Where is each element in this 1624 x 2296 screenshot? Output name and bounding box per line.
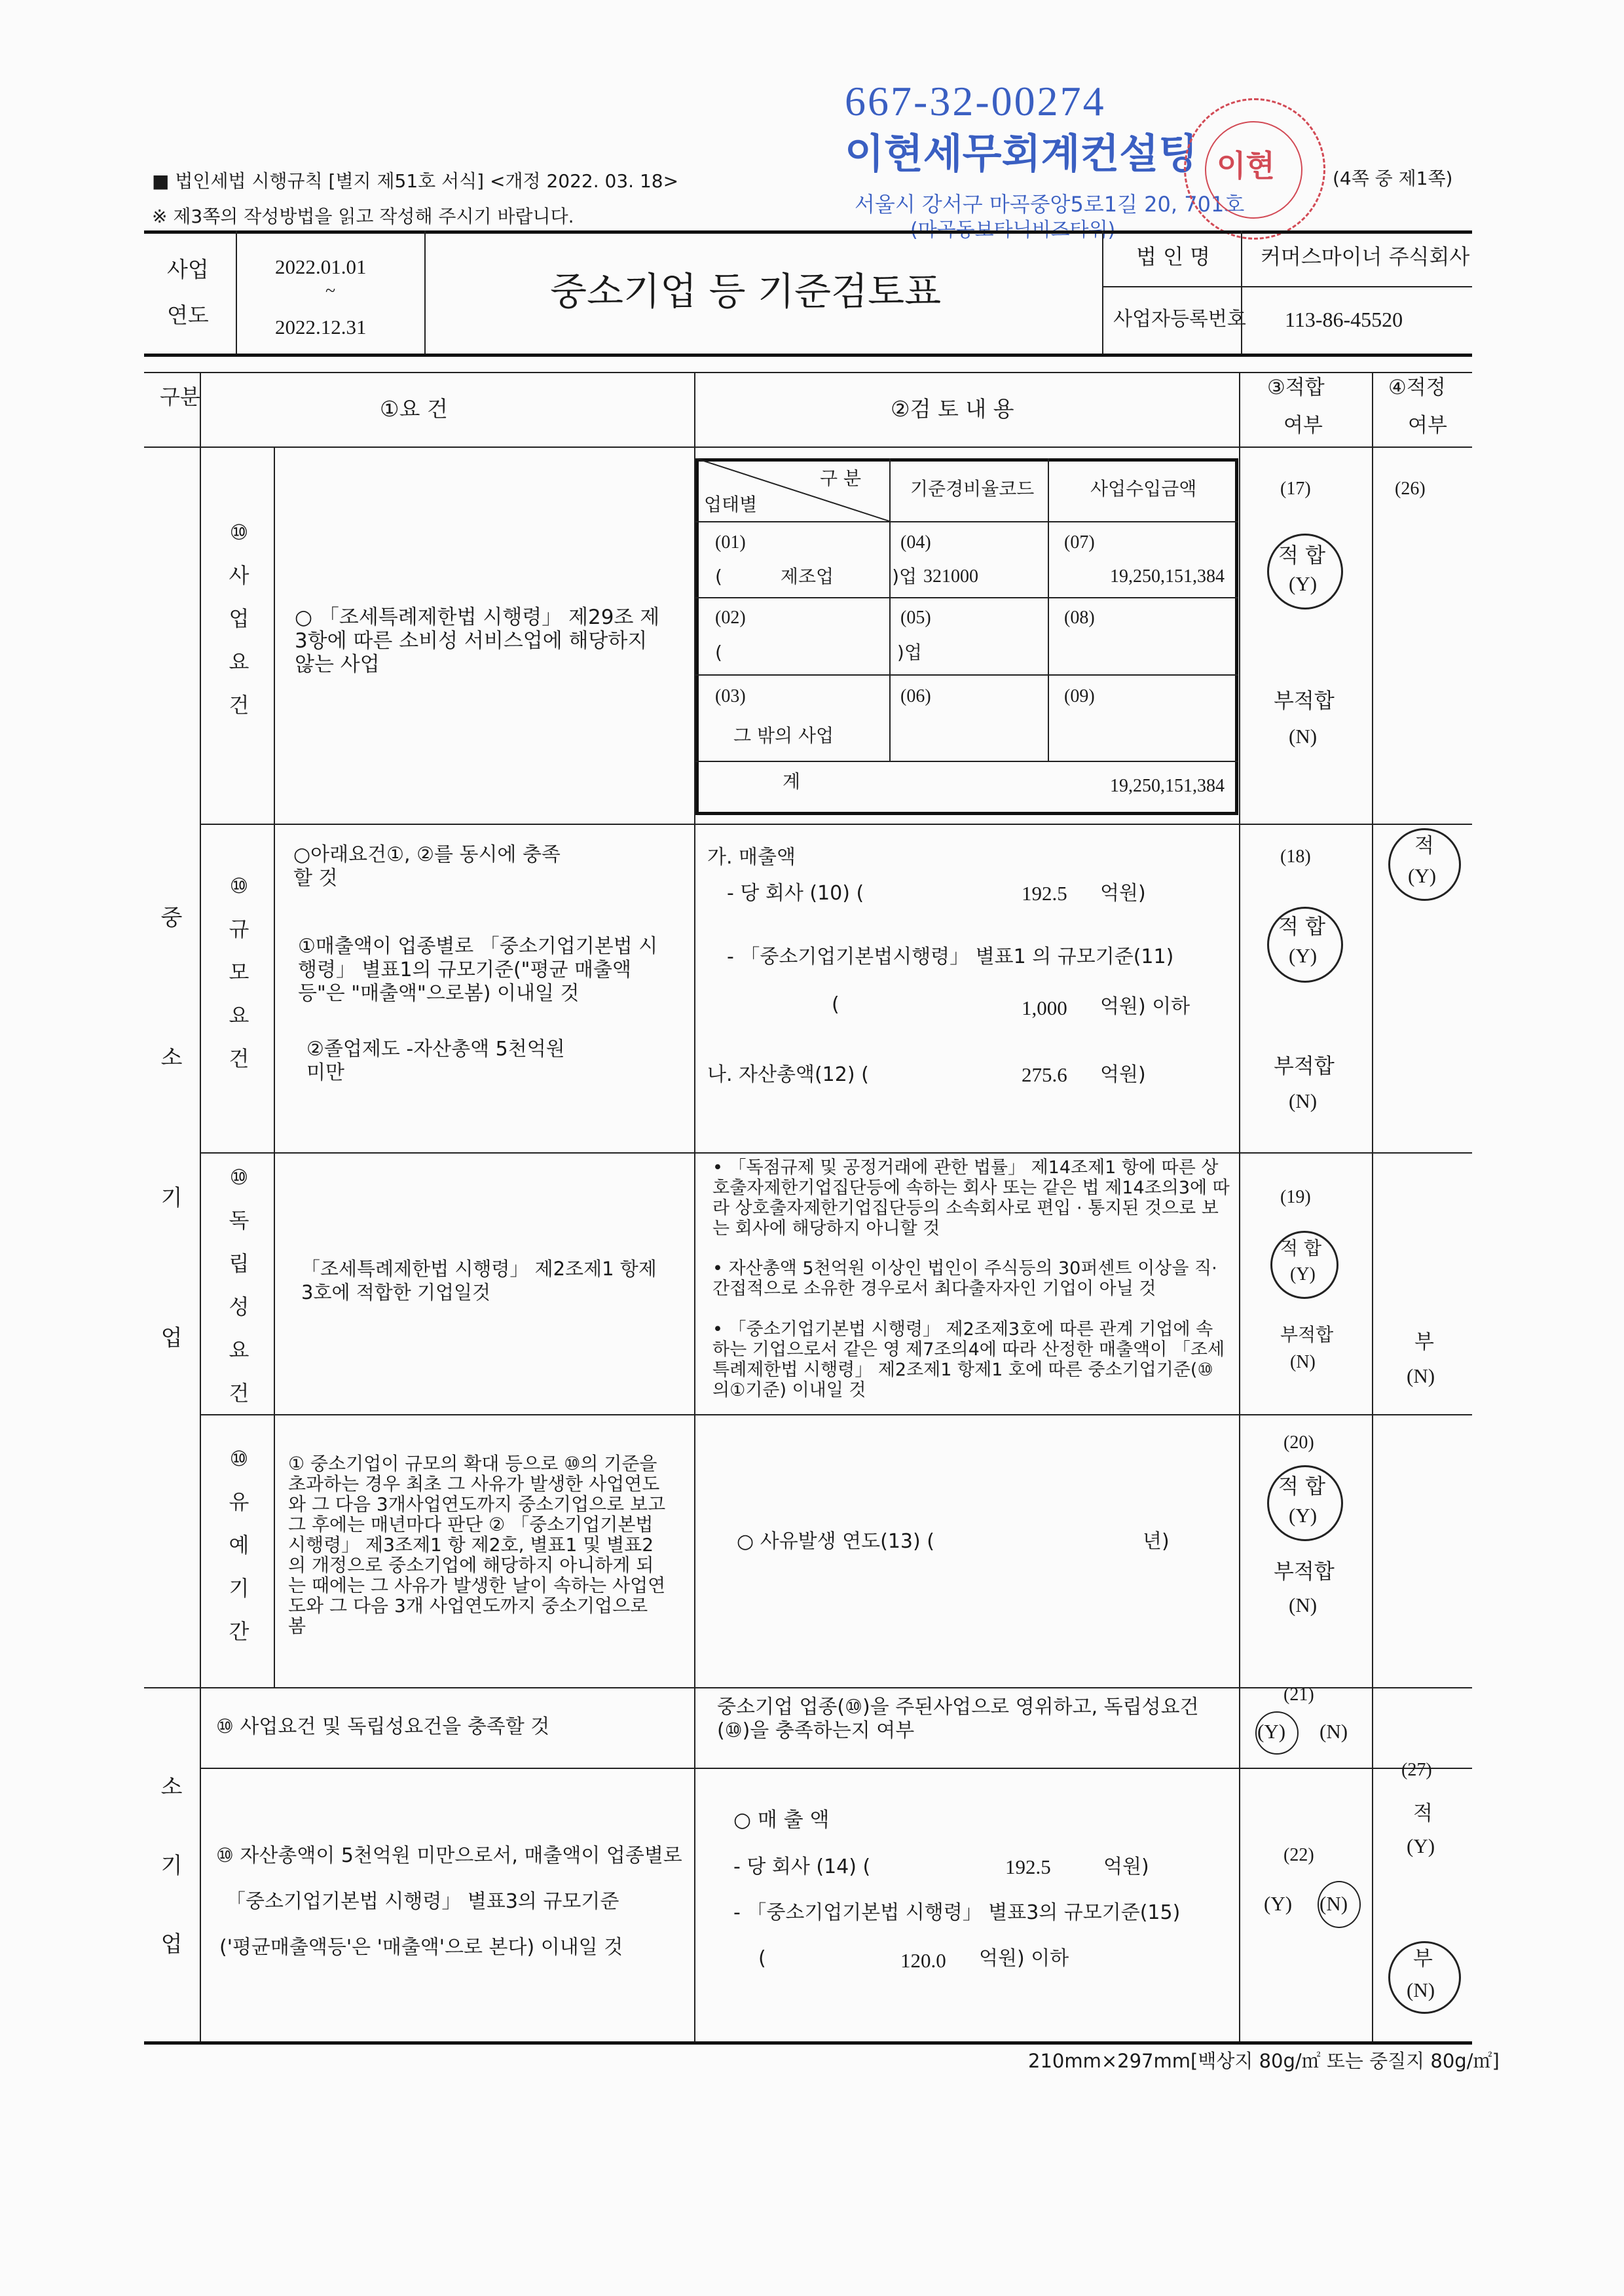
row102-fit-yes: 적 합 xyxy=(1278,914,1325,939)
row105-review: 중소기업 업종(⑩)을 주된사업으로 영위하고, 독립성요건(⑩)을 충족하는지 여부 xyxy=(717,1696,1199,1742)
row106-rev-2-value: 120.0 xyxy=(900,1949,946,1972)
industry-row-2-no: (02) xyxy=(715,608,746,628)
industry-total-label: 계 xyxy=(783,771,801,792)
row102-fit-y: (Y) xyxy=(1289,944,1318,967)
biz-no-label: 사업자등록번호 xyxy=(1113,308,1246,331)
col-fit-2: 여부 xyxy=(1283,414,1323,437)
row104-label-char-4: 간 xyxy=(229,1619,249,1644)
row106-proper-y: (Y) xyxy=(1407,1834,1435,1857)
row102-fit-no-text: 부적합 xyxy=(1274,1053,1335,1078)
row103-rev-3: • 「중소기업기본법 시행령」 제2조제3호에 따른 관계 기업에 속하는 기업으로서 같은 영 제7조의4에 따라 산정한 매출액이 「조세특례제한법 시행령」 제2조제1 항제1 호에 따른 중소기업기준(⑩의①기준) 이내일 것 xyxy=(712,1319,1225,1400)
row106-fit-n: (N) xyxy=(1320,1892,1348,1915)
row101-requirement: ○ 「조세특례제한법 시행령」 제29조 제3항에 따른 소비성 서비스업에 해당하지 않는 사업 xyxy=(295,606,660,676)
section-small-business xyxy=(152,1755,191,1990)
row102-proper-y: (Y) xyxy=(1408,864,1437,887)
industry-row-3-amount-no: (09) xyxy=(1064,686,1095,706)
row103-label-char-2: 립 xyxy=(229,1251,249,1276)
row103-proper-no: 부 xyxy=(1414,1330,1434,1354)
row104-fit-y: (Y) xyxy=(1289,1504,1318,1527)
row105-fit-y: (Y) xyxy=(1257,1720,1286,1743)
corp-name-label: 법 인 명 xyxy=(1136,244,1211,269)
fiscal-end-date: 2022.12.31 xyxy=(275,316,367,338)
row101-fit-no: (17) xyxy=(1280,479,1311,499)
row104-review-label: ○ 사유발생 연도(13) ( xyxy=(737,1530,934,1553)
row106-rev-2-label: - 「중소기업기본법 시행령」 별표3의 규모기준(15) xyxy=(733,1901,1181,1924)
industry-row-3-code-no: (06) xyxy=(900,686,931,706)
section-sme-char-3: 업 xyxy=(160,1325,183,1351)
row103-label-char-3: 성 xyxy=(229,1294,249,1319)
row104-label-char-1: 유 xyxy=(229,1489,249,1514)
section-sme-char-2: 기 xyxy=(160,1185,183,1211)
industry-row-1-no: (01) xyxy=(715,532,746,553)
table-head-amount: 사업수입금액 xyxy=(1090,478,1197,500)
row102-label-char-2: 모 xyxy=(229,960,249,985)
section-small-char-2: 업 xyxy=(160,1931,183,1958)
row103-label-char-4: 요 xyxy=(229,1338,249,1362)
row102-rev-a2-unit: 억원) 이하 xyxy=(1100,995,1190,1018)
row106-proper-no-text: 부 xyxy=(1413,1947,1433,1971)
row103-rev-2: • 자산총액 5천억원 이상인 법인이 주식등의 30퍼센트 이상을 직·간접적으로 소유한 경우로서 최다출자자인 기업이 아닐 것 xyxy=(712,1258,1217,1299)
row102-rev-a2-open: ( xyxy=(832,993,840,1016)
row101-label-char-1: 사 xyxy=(229,563,249,588)
row104-requirement: ① 중소기업이 규모의 확대 등으로 ⑩의 기준을 초과하는 경우 최초 그 사유가 발생한 사업연도와 그 다음 3개사업연도까지 중소기업으로 보고 그 후에는 매년마다 판단 ② 「중소기업기본법 시행령」 제3조제1 항 제2호, 별표1 및 별표2의 개정으로 중소기업에 해당하지 아니하게 되는 때에는 그 사유가 발생한 날이 속하는 사업연도와 그 다음 3개 사업연도까지 중소기업으로 봄 xyxy=(288,1453,666,1637)
row105-requirement: ⑩ 사업요건 및 독립성요건을 충족할 것 xyxy=(216,1715,550,1738)
row102-req-3: ②졸업제도 -자산총액 5천억원 미만 xyxy=(306,1038,565,1084)
row102-label-char-1: 규 xyxy=(229,917,249,941)
row103-label-char-1: 독 xyxy=(229,1208,249,1233)
row105-fit-no: (21) xyxy=(1283,1685,1314,1705)
industry-row-3-no: (03) xyxy=(715,686,746,706)
row103-rev-1: • 「독점규제 및 공정거래에 관한 법률」 제14조제1 항에 따른 상호출자제한기업집단등에 속하는 회사 또는 같은 법 제14조의3에 따라 상호출자제한기업집단등의 소속회사로 편입 · 통지된 것으로 보는 회사에 해당하지 아니할 것 xyxy=(712,1157,1230,1239)
industry-row-2-amount-no: (08) xyxy=(1064,608,1095,628)
row104-label xyxy=(216,1437,262,1653)
row106-rev-1-unit: 억원) xyxy=(1103,1855,1149,1878)
row104-fit-no-text: 부적합 xyxy=(1274,1559,1335,1584)
row101-label-char-0: ⑩ xyxy=(229,520,249,545)
stamp-building: (마곡동보타닉비즈타워) xyxy=(910,219,1116,242)
stamp-address: 서울시 강서구 마곡중앙5로1길 20, 701호 xyxy=(855,192,1245,217)
row102-proper-yes: 적 xyxy=(1414,834,1434,858)
row102-fit-no: (18) xyxy=(1280,847,1311,867)
row102-rev-a2-value: 1,000 xyxy=(1022,996,1067,1019)
industry-row-3-name: 그 밖의 사업 xyxy=(733,725,834,746)
stamp-reg-no: 667-32-00274 xyxy=(845,78,1106,124)
row102-rev-b-unit: 억원) xyxy=(1100,1063,1146,1086)
row106-rev-1-label: - 당 회사 (14) ( xyxy=(733,1855,871,1878)
row102-label-char-3: 요 xyxy=(229,1003,249,1028)
industry-row-2-name: ( )업 xyxy=(715,642,922,663)
row106-proper-no: (27) xyxy=(1401,1760,1432,1780)
section-sme xyxy=(152,884,191,1444)
row106-fit-no: (22) xyxy=(1283,1845,1314,1865)
biz-no: 113-86-45520 xyxy=(1285,308,1403,331)
page-indicator: (4쪽 중 제1쪽) xyxy=(1333,168,1453,189)
row102-label-char-4: 건 xyxy=(229,1046,249,1071)
row106-rev-2-open: ( xyxy=(758,1947,766,1970)
row104-review-unit: 년) xyxy=(1143,1530,1170,1553)
col-fit: ③적합 xyxy=(1267,376,1325,399)
row103-label-char-5: 건 xyxy=(229,1381,249,1406)
row102-rev-b-value: 275.6 xyxy=(1022,1063,1067,1086)
row106-rev-title: ○ 매 출 액 xyxy=(733,1808,830,1832)
col-proper: ④적정 xyxy=(1388,376,1446,399)
industry-row-1-name: ( 제조업 )업 xyxy=(715,566,917,587)
row106-rev-1-value: 192.5 xyxy=(1005,1855,1051,1878)
row102-rev-b-label: 나. 자산총액(12) ( xyxy=(707,1063,869,1086)
row103-fit-no-text: 부적합 xyxy=(1280,1324,1334,1345)
instruction-note: ※ 제3쪽의 작성방법을 읽고 작성해 주시기 바랍니다. xyxy=(152,206,574,227)
industry-total-amount: 19,250,151,384 xyxy=(1110,776,1225,796)
row103-proper-n: (N) xyxy=(1407,1364,1435,1387)
section-sme-char-0: 중 xyxy=(160,905,183,931)
row102-rev-a1-value: 192.5 xyxy=(1022,882,1067,905)
row103-fit-yes: 적 합 xyxy=(1280,1237,1321,1259)
row105-fit-n: (N) xyxy=(1320,1720,1348,1743)
row103-fit-y: (Y) xyxy=(1290,1264,1316,1285)
industry-row-1-code-no: (04) xyxy=(900,532,931,553)
row101-label xyxy=(216,511,262,727)
row102-fit-n: (N) xyxy=(1289,1089,1318,1112)
row101-fit-yes: 적 합 xyxy=(1278,543,1325,568)
table-head-type: 업태별 xyxy=(704,494,758,515)
row103-label-char-0: ⑩ xyxy=(229,1165,249,1190)
row101-label-char-3: 요 xyxy=(229,649,249,674)
row106-proper-yes: 적 xyxy=(1413,1802,1433,1825)
col-proper-2: 여부 xyxy=(1408,414,1447,437)
fiscal-start-date: 2022.01.01 xyxy=(275,255,367,278)
form-title: 중소기업 등 기준검토표 xyxy=(550,269,942,314)
row101-label-char-2: 업 xyxy=(229,606,249,631)
stamp-firm-name: 이현세무회계컨설팅 xyxy=(845,130,1198,177)
seal-text: 이현 xyxy=(1217,148,1275,183)
row104-label-char-3: 기 xyxy=(229,1576,249,1601)
row104-label-char-0: ⑩ xyxy=(229,1446,249,1471)
paper-spec-footer: 210mm×297mm[백상지 80g/㎡ 또는 중질지 80g/㎡] xyxy=(1028,2050,1500,2072)
row103-label xyxy=(216,1156,262,1415)
row104-fit-yes: 적 합 xyxy=(1278,1474,1325,1499)
row106-req-3: ('평균매출액등'은 '매출액'으로 본다) 이내일 것 xyxy=(219,1936,623,1959)
row101-proper-no: (26) xyxy=(1395,479,1426,499)
row106-proper-n: (N) xyxy=(1407,1978,1435,2001)
row106-rev-2-unit: 억원) 이하 xyxy=(979,1947,1069,1970)
row104-label-char-2: 예 xyxy=(229,1533,249,1558)
row103-fit-n: (N) xyxy=(1290,1352,1316,1372)
regulation-line: ■ 법인세법 시행규칙 [별지 제51호 서식] <개정 2022. 03. 18> xyxy=(152,170,679,192)
row102-rev-a1-unit: 억원) xyxy=(1100,882,1146,905)
table-head-code: 기준경비율코드 xyxy=(910,478,1035,500)
section-sme-char-1: 소 xyxy=(160,1045,183,1071)
row101-fit-no-text: 부적합 xyxy=(1274,688,1335,713)
row103-fit-no: (19) xyxy=(1280,1187,1311,1207)
fiscal-year-label-2: 연도 xyxy=(167,302,209,328)
row102-req-2: ①매출액이 업종별로 「중소기업기본법 시행령」 별표1의 규모기준("평균 매출액등"은 "매출액"으로봄) 이내일 것 xyxy=(298,935,658,1005)
row101-fit-n: (N) xyxy=(1289,725,1318,748)
industry-row-1-amount-no: (07) xyxy=(1064,532,1095,553)
col-category: 구분 xyxy=(160,384,200,409)
row102-label-char-0: ⑩ xyxy=(229,873,249,898)
table-head-kind: 구 분 xyxy=(820,467,861,489)
fiscal-tilde: ~ xyxy=(325,281,336,301)
row106-fit-y: (Y) xyxy=(1264,1892,1293,1915)
row106-req-1: ⑩ 자산총액이 5천억원 미만으로서, 매출액이 업종별로 xyxy=(216,1844,682,1867)
corp-name: 커머스마이너 주식회사 xyxy=(1261,244,1470,269)
fiscal-year-label: 사업 xyxy=(167,257,209,282)
row106-req-2: 「중소기업기본법 시행령」 별표3의 규모기준 xyxy=(226,1890,619,1913)
col-review: ②검 토 내 용 xyxy=(891,396,1014,422)
row104-fit-no: (20) xyxy=(1283,1432,1314,1453)
section-small-char-1: 기 xyxy=(160,1853,183,1879)
row103-requirement: 「조세특례제한법 시행령」 제2조제1 항제3호에 적합한 기업일것 xyxy=(301,1258,657,1303)
row101-fit-y: (Y) xyxy=(1289,572,1318,595)
row102-rev-a: 가. 매출액 xyxy=(707,846,796,869)
industry-row-1-amount: 19,250,151,384 xyxy=(1110,566,1225,587)
row102-rev-a1-label: - 당 회사 (10) ( xyxy=(727,882,864,905)
row104-fit-n: (N) xyxy=(1289,1594,1318,1616)
industry-row-2-code-no: (05) xyxy=(900,608,931,628)
row101-label-char-4: 건 xyxy=(229,693,249,718)
section-small-char-0: 소 xyxy=(160,1774,183,1800)
row102-req-1: ○아래요건①, ②를 동시에 충족할 것 xyxy=(293,843,561,890)
col-requirement: ①요 건 xyxy=(380,396,448,422)
row102-label xyxy=(216,864,262,1080)
industry-row-1-code: 321000 xyxy=(923,566,978,587)
row102-rev-a2-label: - 「중소기업기본법시행령」 별표1 의 규모기준(11) xyxy=(727,945,1174,968)
